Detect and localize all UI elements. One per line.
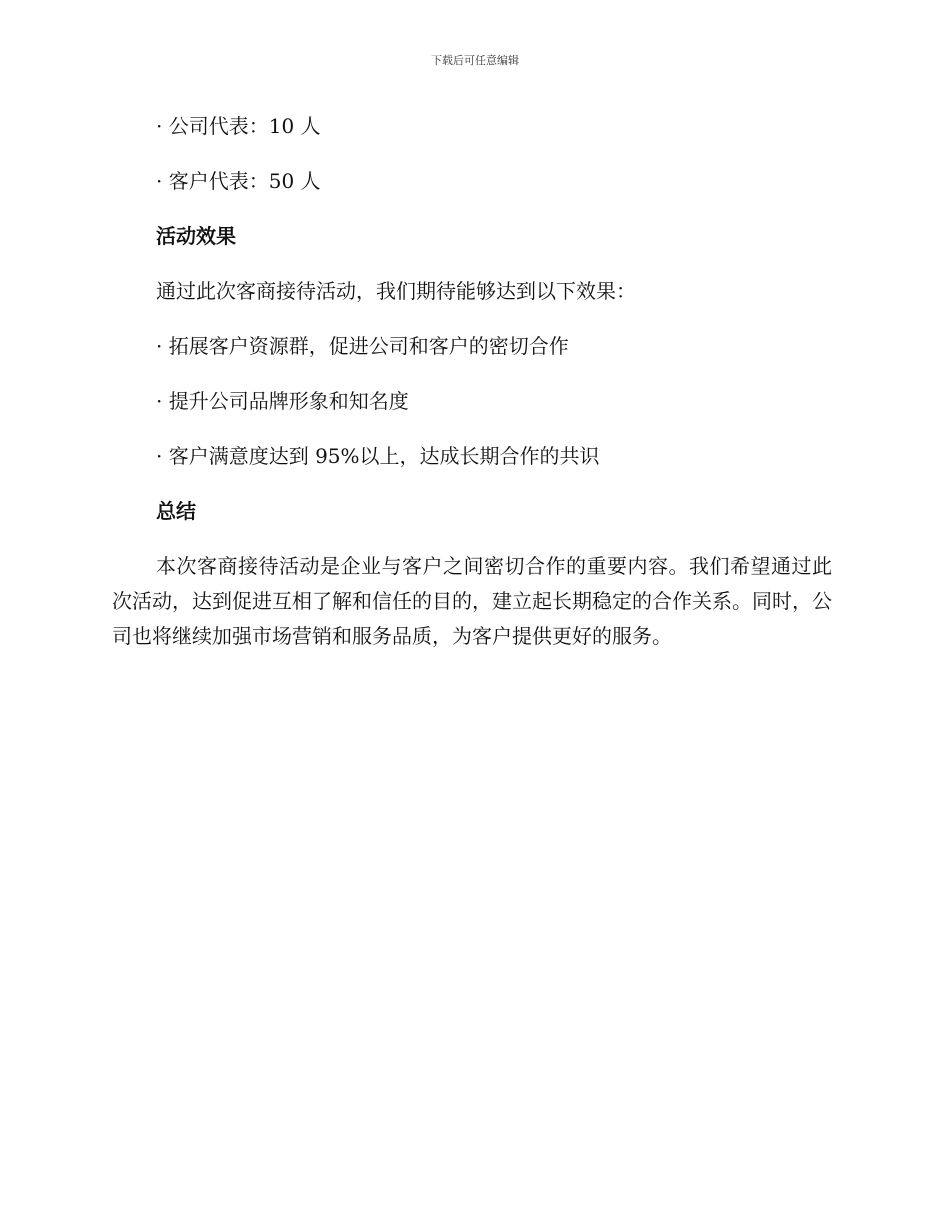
section-heading-effects: 活动效果 [156,224,236,248]
bullet-company-representatives: · 公司代表：10 人 [156,114,321,138]
effect-item-brand-image: · 提升公司品牌形象和知名度 [156,389,409,413]
summary-paragraph: 本次客商接待活动是企业与客户之间密切合作的重要内容。我们希望通过此次活动，达到促进互相了解和信任的目的，建立起长期稳定的合作关系。同时，公司也将继续加强市场营销和服务品质，为客户提供更好的服务。 [112,554,832,648]
page-header: 下载后可任意编辑 [431,54,519,67]
effect-item-expand-clients: · 拓展客户资源群，促进公司和客户的密切合作 [156,334,569,358]
section-heading-summary: 总结 [156,499,196,523]
effects-intro: 通过此次客商接待活动，我们期待能够达到以下效果： [156,279,636,303]
document-body [112,109,832,654]
bullet-client-representatives: · 客户代表：50 人 [156,169,321,193]
effect-item-satisfaction: · 客户满意度达到 95%以上，达成长期合作的共识 [156,444,600,468]
